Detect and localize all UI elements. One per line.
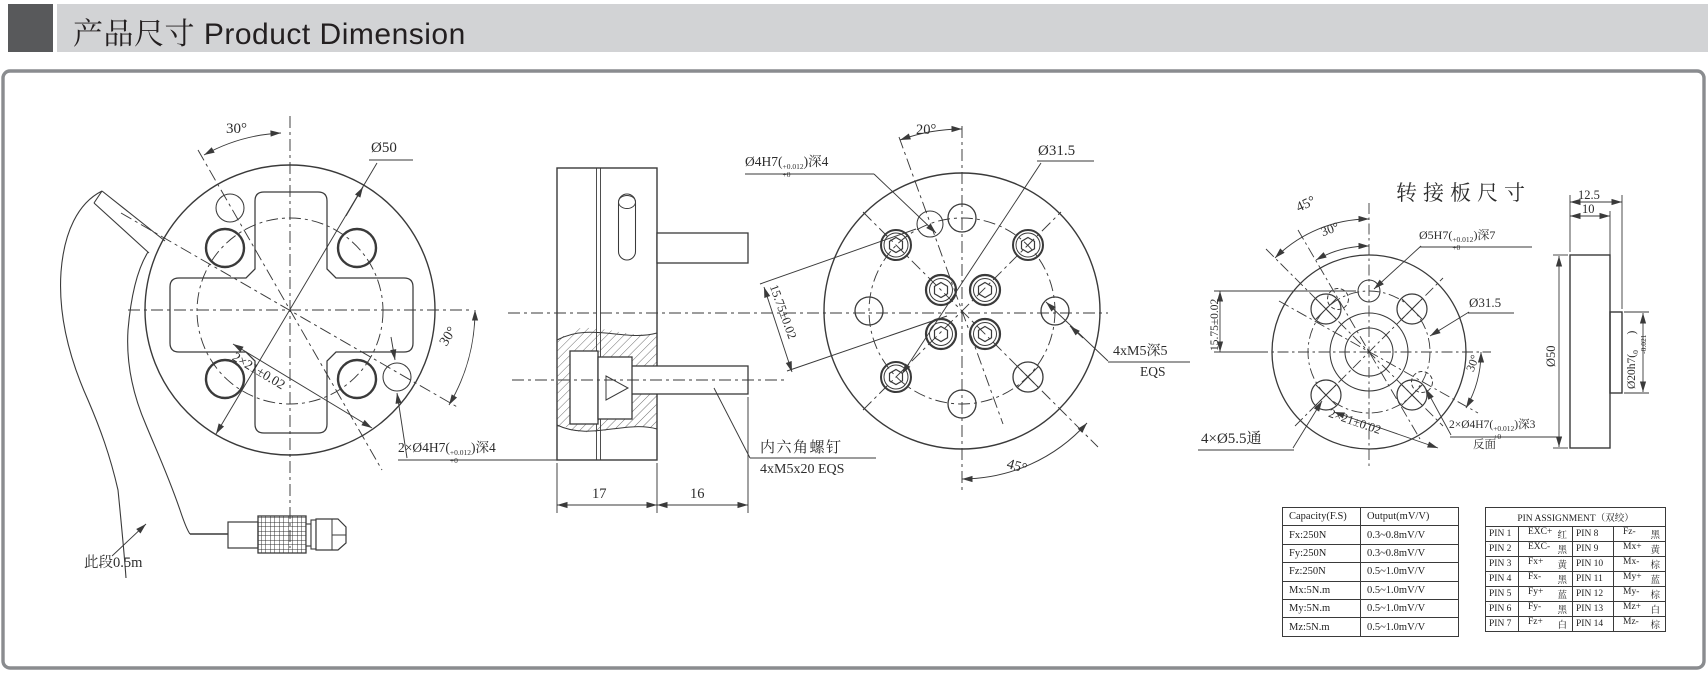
cell: PIN 8 [1573, 527, 1614, 542]
cell: Mz- 棕 [1614, 617, 1666, 632]
dim-top-angle-20: 20° [916, 122, 937, 138]
table-row [1283, 526, 1459, 544]
cell: 0.5~1.0mV/V [1361, 563, 1459, 581]
table-row [1283, 544, 1459, 562]
cell: 0.3~0.8mV/V [1361, 544, 1459, 562]
cell: PIN 7 [1486, 617, 1519, 632]
cell: PIN 5 [1486, 587, 1519, 602]
cell: 0.3~0.8mV/V [1361, 526, 1459, 544]
dim-section-width-17: 17 [592, 486, 607, 502]
dim-side-width-125: 12.5 [1578, 188, 1600, 202]
table-row [1486, 557, 1666, 572]
cell: Mx+ 黄 [1614, 542, 1666, 557]
table-row [1486, 587, 1666, 602]
adapter-plate-side-view-drawing [1553, 195, 1649, 448]
cell: Fz:250N [1283, 563, 1361, 581]
callout-adapter-bolt-circle: Ø31.5 [1469, 295, 1502, 310]
cell: Mz:5N.m [1283, 618, 1361, 636]
cell: My- 棕 [1614, 587, 1666, 602]
capacity-table [1282, 507, 1459, 637]
tolerance-stack: +0.012 +0 [1452, 235, 1474, 252]
note-hex-screw-line1: 内六角螺钉 [760, 440, 843, 456]
callout-adapter-center-hole: Ø5H7( +0.012 +0 )深7 [1419, 228, 1496, 252]
callout-top-taps-line2: EQS [1140, 364, 1166, 379]
cell: Mz+ 白 [1614, 602, 1666, 617]
note-hex-screw-line2: 4xM5x20 EQS [760, 462, 845, 477]
table-row [1486, 527, 1666, 542]
dim-front-hole-spacing: 2×21±0.02 [229, 349, 289, 393]
cell: PIN 1 [1486, 527, 1519, 542]
table-header-row [1283, 508, 1459, 526]
dim-front-angle-top: 30° [226, 121, 247, 137]
callout-through-holes: 4×Ø5.5通 [1201, 431, 1262, 447]
dim-side-boss-dia: Ø20h7( 0 -0.021 ) [1626, 330, 1648, 389]
cell: PIN 13 [1573, 602, 1614, 617]
dim-side-width-10: 10 [1582, 202, 1595, 216]
cable-and-connector [61, 191, 346, 578]
cell: Fy- 黑 [1519, 602, 1573, 617]
callout-top-pin-holes: Ø4H7( +0.012 +0 )深4 [745, 154, 829, 179]
cell: PIN 4 [1486, 572, 1519, 587]
cell: Mx- 棕 [1614, 557, 1666, 572]
dim-adapter-angle-30: 30° [1318, 218, 1341, 240]
table-header-row [1486, 508, 1666, 527]
dim-adapter-hole-spacing: 2×21±0.02 [1326, 406, 1383, 438]
dim-adapter-angle-30-side: 30° [1463, 352, 1482, 374]
cell: Fx:250N [1283, 526, 1361, 544]
tolerance-stack: 0 -0.021 [1631, 334, 1648, 354]
callout-top-taps-line1: 4xM5深5 [1113, 344, 1168, 359]
pin-assignment-table [1485, 507, 1666, 632]
cell: 0.5~1.0mV/V [1361, 581, 1459, 599]
cell: EXC+ 红 [1519, 527, 1573, 542]
front-view-drawing [61, 116, 572, 578]
callout-text: 2×Ø4H7( [398, 440, 450, 455]
tolerance-stack: +0.012 +0 [782, 162, 804, 179]
cell: Fy+ 蓝 [1519, 587, 1573, 602]
callout-front-diameter: Ø50 [371, 140, 397, 156]
cell: PIN 2 [1486, 542, 1519, 557]
dim-adapter-angle-45: 45° [1294, 193, 1319, 216]
note-cable-length: 此段0.5m [84, 555, 143, 571]
table-row [1283, 563, 1459, 581]
table-row [1283, 581, 1459, 599]
dim-side-outer-dia: Ø50 [1544, 345, 1558, 367]
dim-top-offset: 15.75±0.02 [766, 282, 800, 341]
dim-front-angle-right: 30° [437, 324, 461, 349]
cell: EXC- 黑 [1519, 542, 1573, 557]
cell: Fz- 黑 [1614, 527, 1666, 542]
cell: PIN 10 [1573, 557, 1614, 572]
cell: My+ 蓝 [1614, 572, 1666, 587]
dim-top-angle-45: 45° [1004, 456, 1029, 478]
cell: My:5N.m [1283, 599, 1361, 617]
callout-adapter-back-pins: 2×Ø4H7( +0.012 +0 )深3 [1449, 419, 1536, 441]
table-row [1486, 572, 1666, 587]
table-row [1486, 542, 1666, 557]
adapter-view-title: 转接板尺寸 [1396, 181, 1531, 205]
page-title: 产品尺寸 Product Dimension [73, 18, 466, 51]
dim-section-width-16: 16 [690, 486, 705, 502]
table-row [1283, 618, 1459, 636]
cell: Fx- 黑 [1519, 572, 1573, 587]
cell: 0.5~1.0mV/V [1361, 599, 1459, 617]
top-view-drawing [745, 126, 1190, 494]
note-back-face: 反面 [1473, 439, 1496, 451]
cell: Fy:250N [1283, 544, 1361, 562]
table-row [1283, 599, 1459, 617]
cell: PIN 11 [1573, 572, 1614, 587]
cell: Fx+ 黄 [1519, 557, 1573, 572]
col-header-output: Output(mV/V) [1361, 508, 1459, 526]
cell: 0.5~1.0mV/V [1361, 618, 1459, 636]
table-row [1486, 617, 1666, 632]
cell: PIN 3 [1486, 557, 1519, 572]
cell: Mx:5N.m [1283, 581, 1361, 599]
tolerance-stack: +0.012 +0 [449, 448, 471, 465]
table-row [1486, 602, 1666, 617]
tolerance-stack: +0.012 +0 [1493, 424, 1515, 441]
callout-top-bolt-circle: Ø31.5 [1038, 143, 1076, 159]
cell: PIN 12 [1573, 587, 1614, 602]
cell: PIN 14 [1573, 617, 1614, 632]
col-header-capacity: Capacity(F.S) [1283, 508, 1361, 526]
cell: Fz+ 白 [1519, 617, 1573, 632]
dim-adapter-offset: 15.75±0.02 [1209, 298, 1221, 351]
cell: PIN 6 [1486, 602, 1519, 617]
callout-front-pin-holes: 2×Ø4H7( +0.012 +0 )深4 [398, 440, 496, 465]
pin-table-title: PIN ASSIGNMENT（双绞） [1486, 508, 1666, 527]
cell: PIN 9 [1573, 542, 1614, 557]
